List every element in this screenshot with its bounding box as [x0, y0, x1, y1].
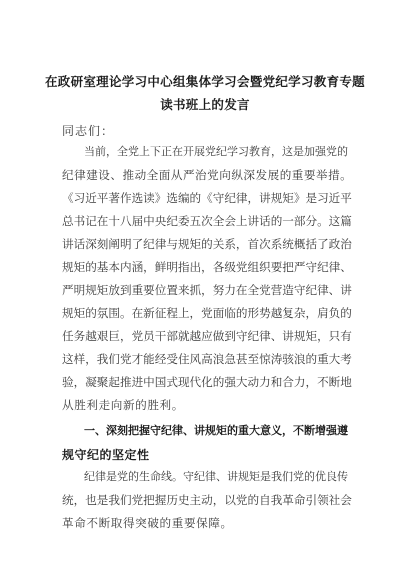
salutation: 同志们：	[62, 124, 115, 138]
paragraph-2-line: 革命不断取得突破的重要保障。	[62, 516, 233, 530]
paragraph-1-line: 从胜利走向新的胜利。	[62, 398, 184, 412]
paragraph-2-line: 统，也是我们党把握历史主动，以党的自我革命引领社会	[62, 493, 352, 507]
paragraph-1-line: 《习近平著作选读》选编的《守纪律，讲规矩》是习近平	[62, 191, 352, 205]
section-heading-line-1: 一、深刻把握守纪律、讲规矩的重大意义，不断增强遵	[84, 424, 348, 437]
paragraph-1-line: 验，凝聚起推进中国式现代化的强大动力和合力，不断地	[62, 375, 352, 389]
section-heading-line-2: 规守纪的坚定性	[62, 448, 150, 462]
paragraph-2-line: 纪律是党的生命线。守纪律、讲规矩是我们党的优良传	[84, 470, 348, 483]
document-title-line-2: 读书班上的发言	[160, 97, 250, 112]
paragraph-1-line: 讲话深刻阐明了纪律与规矩的关系，首次系统概括了政治	[62, 237, 352, 251]
paragraph-1-line: 严明规矩放到重要位置来抓，努力在全党营造守纪律、讲	[62, 283, 352, 297]
paragraph-1-line: 规矩的氛围。在新征程上，党面临的形势越复杂，肩负的	[62, 306, 352, 320]
paragraph-1-line: 任务越艰巨，党员干部就越应做到守纪律、讲规矩，只有	[62, 329, 352, 343]
paragraph-1-line: 当前，全党上下正在开展党纪学习教育，这是加强党的	[84, 145, 348, 158]
paragraph-1-line: 规矩的基本内涵，鲜明指出，各级党组织要把严守纪律、	[62, 260, 352, 274]
paragraph-1-line: 这样，我们党才能经受住风高浪急甚至惊涛骇浪的重大考	[62, 352, 352, 366]
paragraph-1-line: 纪律建设、推动全面从严治党向纵深发展的重要举措。	[62, 168, 353, 182]
paragraph-1-line: 总书记在十八届中央纪委五次全会上讲话的一部分。这篇	[62, 214, 352, 228]
document-title-line-1: 在政研室理论学习中心组集体学习会暨党纪学习教育专题	[44, 74, 365, 89]
